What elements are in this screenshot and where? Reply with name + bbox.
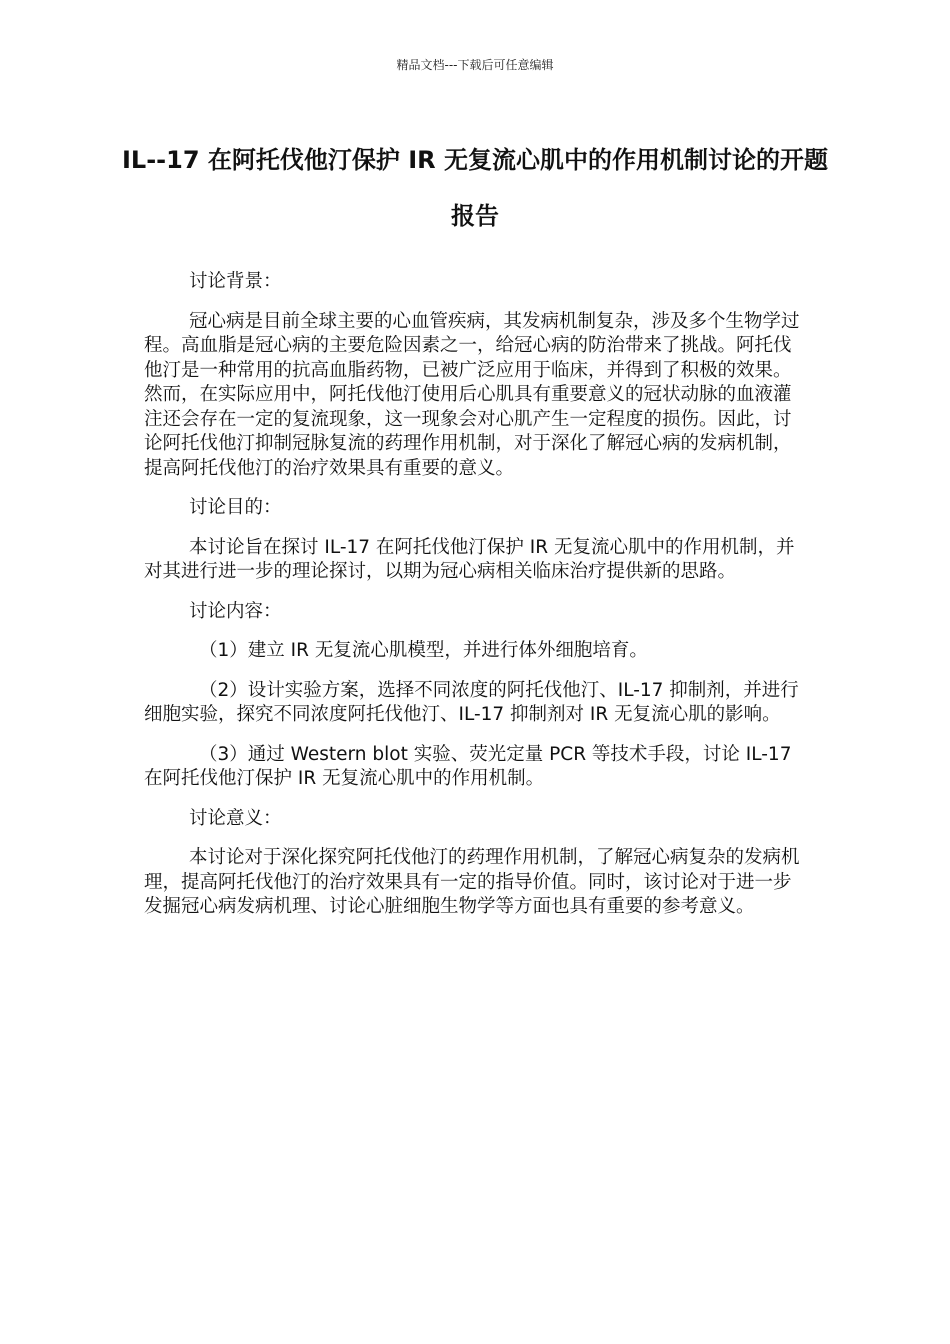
- purpose-heading: 讨论目的：: [189, 497, 282, 518]
- content-heading: 讨论内容：: [189, 600, 282, 622]
- purpose-paragraph: 本讨论旨在探讨 IL-17 在阿托伐他汀保护 IR 无复流心肌中的作用机制，并对其进行进一步的理论探讨，以期为冠心病相关临床治疗提供新的思路。: [144, 536, 795, 582]
- content-item-1: （1）建立 IR 无复流心肌模型，并进行体外细胞培育。: [199, 640, 648, 661]
- content-item-3: （3）通过 Western blot 实验、荧光定量 PCR 等技术手段，讨论 IL-17 在阿托伐他汀保护 IR 无复流心肌中的作用机制。: [144, 743, 792, 789]
- background-heading: 讨论背景：: [189, 271, 282, 292]
- significance-heading: 讨论意义：: [189, 807, 282, 829]
- background-paragraph: 冠心病是目前全球主要的心血管疾病，其发病机制复杂，涉及多个生物学过程。高血脂是冠心病的主要危险因素之一，给冠心病的防治带来了挑战。阿托伐他汀是一种常用的抗高血脂药物，已被广泛应用于临床，并得到了积极的效果。然而，在实际应用中，阿托伐他汀使用后心肌具有重要意义的冠状动脉的血液灌注还会存在一定的复流现象，这一现象会对心肌产生一定程度的损伤。因此，讨论阿托伐他汀抑制冠脉复流的药理作用机制，对于深化了解冠心病的发病机制，提高阿托伐他汀的治疗效果具有重要的意义。: [144, 310, 800, 479]
- content-item-2: （2）设计实验方案，选择不同浓度的阿托伐他汀、IL-17 抑制剂，并进行细胞实验，探究不同浓度阿托伐他汀、IL-17 抑制剂对 IR 无复流心肌的影响。: [144, 679, 799, 725]
- significance-paragraph: 本讨论对于深化探究阿托伐他汀的药理作用机制，了解冠心病复杂的发病机理，提高阿托伐他汀的治疗效果具有一定的指导价值。同时，该讨论对于进一步发掘冠心病发病机理、讨论心脏细胞生物学等方面也具有重要的参考意义。: [144, 847, 800, 917]
- page-header: 精品文档---下载后可任意编辑: [396, 58, 554, 72]
- document-body: [144, 270, 800, 920]
- document-title: IL--17 在阿托伐他汀保护 IR 无复流心肌中的作用机制讨论的开题报告: [121, 146, 829, 230]
